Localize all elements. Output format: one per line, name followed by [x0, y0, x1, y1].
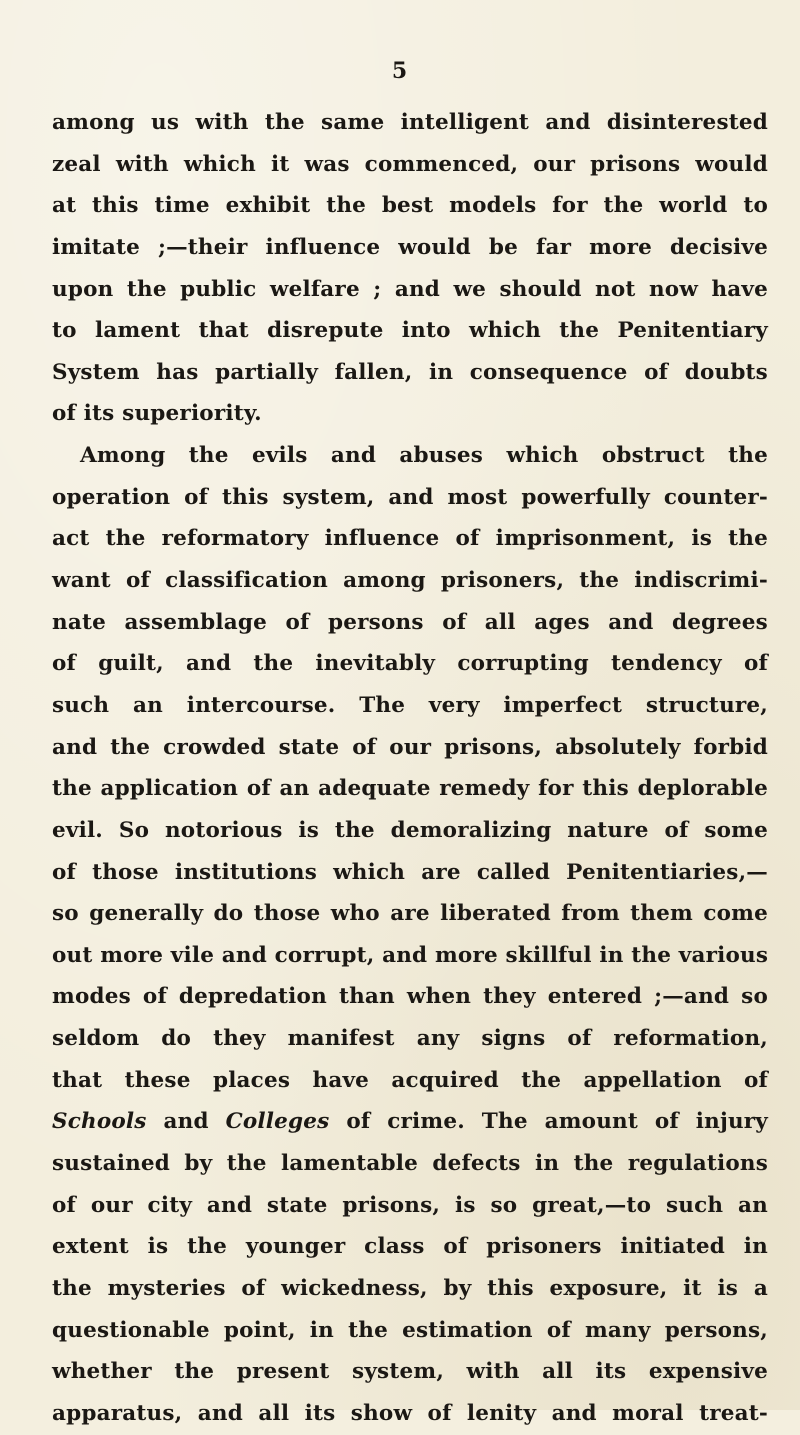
text-line: so generally do those who are liberated from them come: [52, 901, 768, 927]
text-line: at this time exhibit the best models for the world to: [52, 193, 768, 219]
text-line: of those institutions which are called Penitentiaries,—: [52, 859, 768, 885]
text-line: the mysteries of wickedness, by this exposure, it is a: [52, 1275, 768, 1301]
text-line: sustained by the lamentable defects in the regulations: [52, 1151, 768, 1177]
text-line: such an intercourse. The very imperfect structure,: [52, 692, 768, 718]
text-line: System has partially fallen, in consequence of doubts: [52, 359, 768, 385]
text-line: want of classification among prisoners, the indiscrimi-: [52, 568, 768, 594]
text-line: of our city and state prisons, is so great,—to such an: [52, 1192, 768, 1218]
text-line: nate assemblage of persons of all ages and degrees: [52, 609, 768, 635]
text-line: apparatus, and all its show of lenity and moral treat-: [52, 1400, 768, 1426]
text-line: modes of depredation than when they entered ;—and so: [52, 984, 768, 1010]
text-line: to lament that disrepute into which the Penitentiary: [52, 318, 768, 344]
text-line: imitate ;—their influence would be far more decisive: [52, 234, 768, 260]
text-line: among us with the same intelligent and disinterested: [52, 110, 768, 135]
italic-term-schools: Schools: [52, 1109, 147, 1135]
text-line: and the crowded state of our prisons, absolutely forbid: [52, 734, 768, 760]
text-line: the application of an adequate remedy for this deplorable: [52, 776, 768, 802]
text-line: of guilt, and the inevitably corrupting tendency of: [52, 651, 768, 677]
text-line: seldom do they manifest any signs of reformation,: [52, 1026, 768, 1052]
body-text: [52, 102, 768, 1435]
text-line: that these places have acquired the appellation of: [52, 1067, 768, 1093]
text-line: operation of this system, and most powerfully counter-: [52, 484, 768, 510]
text-line: evil. So notorious is the demoralizing nature of some: [52, 817, 768, 843]
text-line: extent is the younger class of prisoners initiated in: [52, 1234, 768, 1260]
paragraph-start-line: Among the evils and abuses which obstruct the: [80, 443, 768, 469]
text-line-with-italics: [52, 1101, 768, 1143]
text-line: questionable point, in the estimation of many persons,: [52, 1317, 768, 1343]
page-number: 5: [391, 58, 409, 84]
text-line: upon the public welfare ; and we should not now have: [52, 276, 768, 302]
text-line: out more vile and corrupt, and more skillful in the various: [52, 942, 769, 968]
text-line: act the reformatory influence of imprisonment, is the: [52, 526, 768, 552]
connector-text: and: [146, 1109, 226, 1135]
italic-term-colleges: Colleges: [225, 1109, 330, 1135]
text-line: zeal with which it was commenced, our prisons would: [52, 151, 768, 177]
text-line: whether the present system, with all its expensive: [52, 1359, 768, 1385]
paragraph-end-line: of its superiority.: [52, 401, 262, 427]
line-remainder: of crime. The amount of injury: [329, 1109, 768, 1135]
